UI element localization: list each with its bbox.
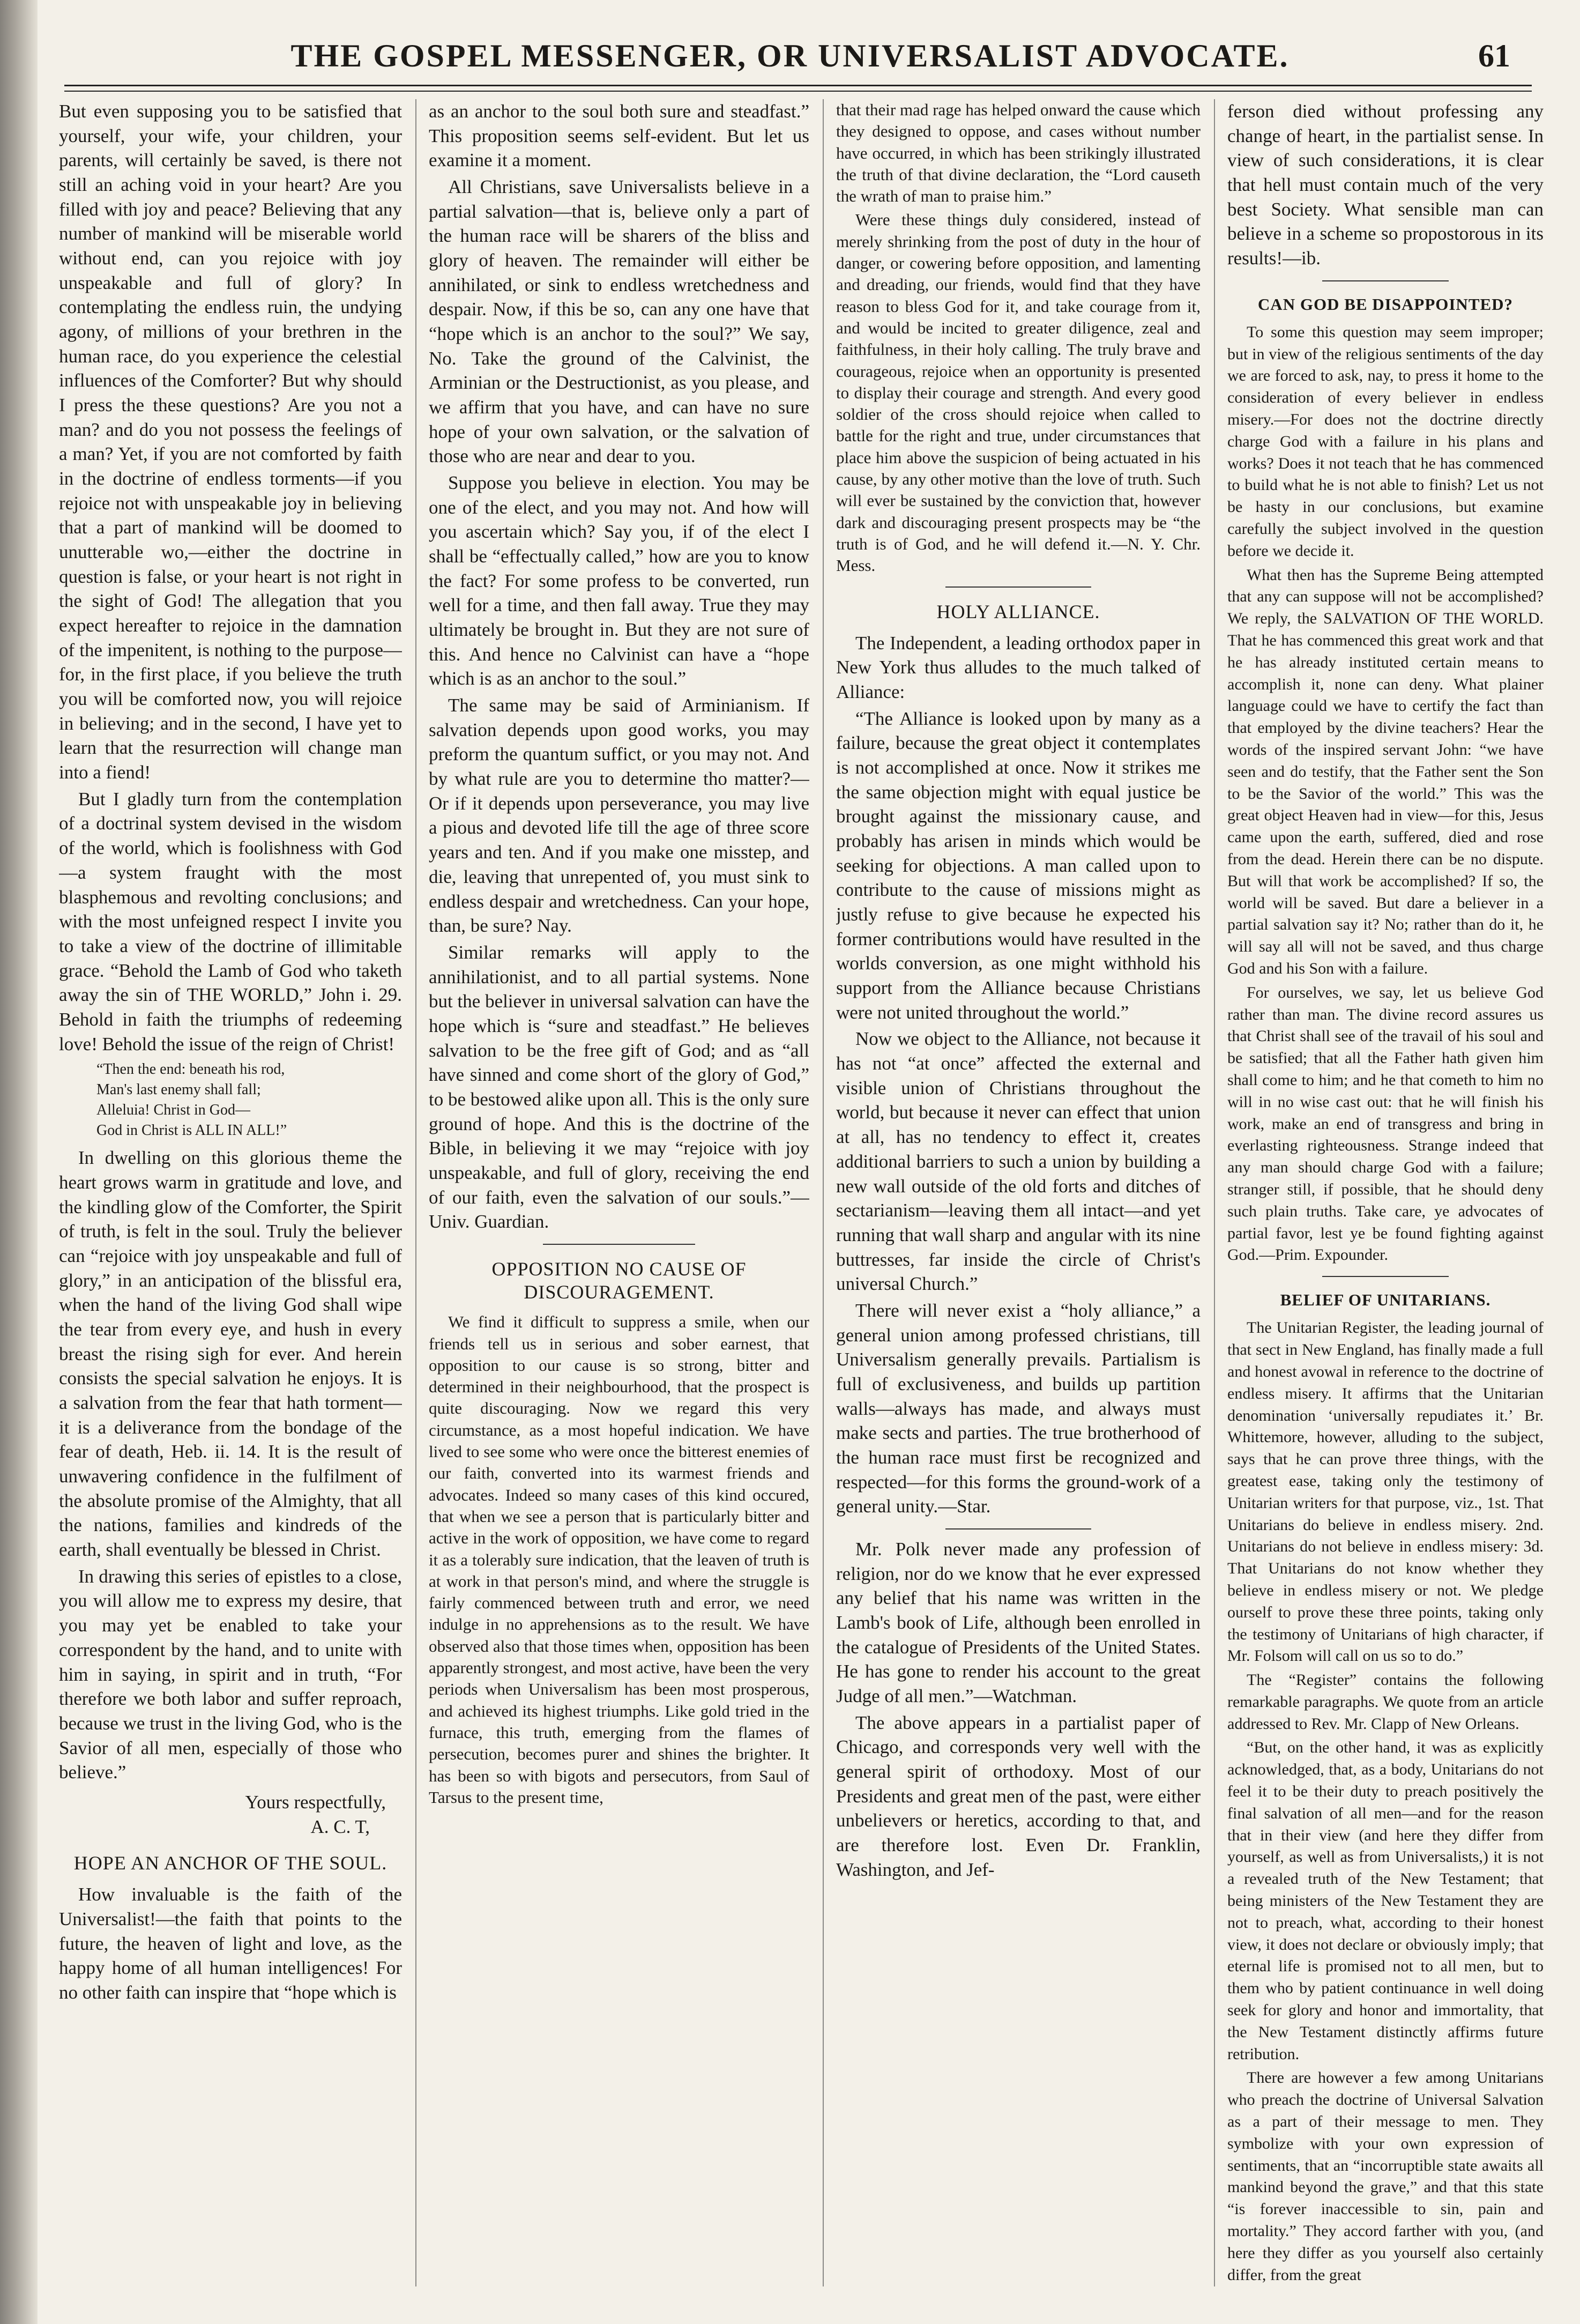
paragraph: In drawing this series of epistles to a close, you will allow me to express my desire, that you may yet be enabled to take your correspondent by the hand, and to unite with him in saying, in spirit and in truth, “For therefore we both labor and suffer reproach, because we trust in the living God, who is the Savior of all men, especially of those who believe.” bbox=[59, 1565, 402, 1783]
paragraph: Suppose you believe in election. You may be one of the elect, and you may not. And how will you ascertain which? Say you, if of the elect I shall be “effectually called,” how are you to know the fact? For some profess to be converted, run well for a time, and then fall away. True they may ultimately be brought in. But they are not sure of this. And hence no Calvinist can have a “hope which is as an anchor to the soul.” bbox=[429, 472, 809, 689]
poem-line: Man's last enemy shall fall; bbox=[96, 1081, 261, 1098]
paragraph: Mr. Polk never made any profession of religion, nor do we know that he ever expressed any belief that his name was written in the Lamb's book of Life, although been enrolled in the catalogue of Presidents of the United States. He has gone to render his account to the great Judge of all men.”—Watchman. bbox=[836, 1538, 1201, 1706]
poem-line: Alleluia! Christ in God— bbox=[96, 1101, 250, 1118]
paragraph: The above appears in a partialist paper of Chicago, and corresponds very well with the general spirit of orthodoxy. Most of our Presidents and great men of the past, were either unbelievers or heretics, according to that, and are therefore lost. Even Dr. Franklin, Washington, and Jef- bbox=[836, 1712, 1201, 1880]
paragraph: “The Alliance is looked upon by many as a failure, because the great object it contemplates is not accomplished at once. Now it strikes me the same objection might with equal justice be brought against the missionary cause, and probably has arisen in minds which would be seeking for objections. A man called upon to contribute to the cause of missions might as justly refuse to give because he expected his former contributions would have resulted in the worlds conversion, as one might withhold his support from the Alliance because Christians were not united throughout the world.” bbox=[836, 708, 1201, 1023]
section-rule bbox=[945, 1528, 1091, 1529]
paragraph: Similar remarks will apply to the annihilationist, and to all partial systems. None but the believer in universal salvation can have the hope which is “sure and steadfast.” He believes salvation to be the free gift of God; and as “all have sinned and come short of the glory of God,” to be bestowed alike upon all. This is the only sure ground of hope. And this is the doctrine of the Bible, in believing it we may “rejoice with joy unspeakable, and full of glory, receiving the end of our faith, even the salvation of our souls.”—Univ. Guardian. bbox=[429, 941, 809, 1232]
article-columns bbox=[59, 99, 1544, 2286]
poem-line: God in Christ is ALL IN ALL!” bbox=[96, 1122, 287, 1139]
paragraph: To some this question may seem improper; but in view of the religious sentiments of the day we are forced to ask, nay, to press it home to the consideration of every believer in endless misery.—For does not the doctrine directly charge God with a failure in his plans and works? Does it not teach that he has commenced to build what he is not able to finish? Let us not be hasty in our conclusions, but examine carefully the subject involved in the question before we decide it. bbox=[1227, 323, 1544, 560]
paragraph: that their mad rage has helped onward the cause which they designed to oppose, and cases without number have occurred, in which has been strikingly illustrated the truth of that divine declaration, the “Lord causeth the wrath of man to praise him.” bbox=[836, 100, 1201, 206]
paragraph: as an anchor to the soul both sure and steadfast.” This proposition seems self-evident. But let us examine it a moment. bbox=[429, 101, 809, 171]
running-title: THE GOSPEL MESSENGER, OR UNIVERSALIST ADVOCATE. bbox=[290, 38, 1290, 73]
paragraph: All Christians, save Universalists believe in a partial salvation—that is, believe only a part of the human race will be sharers of the bliss and glory of heaven. The remainder will either be annihilated, or sink to endless wretchedness and despair. Now, if this be so, can any one have that “hope which is an anchor to the soul?” We say, No. Take the ground of the Calvinist, the Arminian or the Destructionist, as you please, and we affirm that you have, and can have no sure hope of your own salvation, or the salvation of those who are near and dear to you. bbox=[429, 176, 809, 467]
header-rule bbox=[64, 85, 1532, 92]
paragraph: ferson died without professing any change of heart, in the partialist sense. In view of such considerations, it is clear that hell must contain much of the very best Society. What sensible man can believe in a scheme so propostorous in its results!—ib. bbox=[1227, 101, 1544, 269]
letter-signature: A. C. T, bbox=[310, 1816, 370, 1837]
section-rule bbox=[945, 586, 1091, 588]
paragraph: In dwelling on this glorious theme the heart grows warm in gratitude and love, and the kindling glow of the Comforter, the Spirit of truth, is felt in the soul. Truly the believer can “rejoice with joy unspeakable and full of glory,” in an anticipation of the blissful era, when the hand of the living God shall wipe the tear from every eye, and hush in every breast the rising sigh for ever. And herein consists the special salvation he enjoys. It is a salvation from the fear that hath torment—it is a deliverance from the bondage of the fear of death, Heb. ii. 14. It is the result of unwavering confidence in the fulfilment of the absolute promise of the Almighty, that all the nations, families and kindreds of the earth, shall eventually be blessed in Christ. bbox=[59, 1147, 402, 1561]
column-4 bbox=[1227, 99, 1544, 2286]
poem-quote bbox=[96, 1059, 402, 1140]
poem-line: “Then the end: beneath his rod, bbox=[96, 1061, 285, 1078]
paragraph: There are however a few among Unitarians who preach the doctrine of Universal Salvation as a part of their message to men. They symbolize with your own expression of sentiments, that an “incorruptible state awaits all mankind beyond the grave,” and that this state “is forever inaccessible to sin, pain and mortality.” They accord farther with you, (and here they differ as you yourself also certainly differ, from the great bbox=[1227, 2069, 1544, 2284]
paragraph: There will never exist a “holy alliance,” a general union among professed christians, till Universalism generally prevails. Partialism is full of exclusiveness, and builds up partition walls—always has made, and always must make sects and parties. The true brotherhood of the human race must first be recognized and respected—for this forms the ground-work of a general unity.—Star. bbox=[836, 1300, 1201, 1517]
paragraph: What then has the Supreme Being attempted that any can suppose will not be accomplished? We reply, the SALVATION OF THE WORLD. That he has commenced this great work and that he has already instituted certain means to accomplish it, none can deny. What plainer language could we have to certify the fact than that employed by the divine teachers? Hear the words of the inspired servant John: “we have seen and do testify, that the Father sent the Son to be the Savior of the world.” This was the great object Heaven had in view—for this, Jesus came upon the earth, suffered, died and rose from the dead. Herein there can be no dispute. But will that work be accomplished? If so, the world will be saved. But dare a believer in a partial salvation say it? No; rather than do it, he will say all will not be saved, and thus charge God and his Son with a failure. bbox=[1227, 566, 1544, 977]
letter-closing: Yours respectfully, bbox=[245, 1791, 386, 1813]
article-heading: CAN GOD BE DISAPPOINTED? bbox=[1257, 294, 1514, 314]
paragraph: But even supposing you to be satisfied that yourself, your wife, your children, your parents, will certainly be saved, is there not still an aching void in your heart? Are you filled with joy and peace? Believing that any number of mankind will be miserable world without end, can you rejoice with joy unspeakable and full of glory? In contemplating the endless ruin, the undying agony, of millions of your brethren in the human race, do you experience the celestial influences of the Comforter? But why should I press the these questions? Are you not a man? and do you not possess the feelings of a man? Yet, if you are not comforted by faith in the doctrine of endless torments—if you rejoice not with unspeakable joy in believing that a part of mankind will be doomed to unutterable wo,—either the doctrine in question is false, or your heart is not right in the sight of God! The allegation that you expect hereafter to rejoice in the damnation of the impenitent, is nothing to the purpose—for, in the first place, if you believe the truth you will be comforted now, you will rejoice in believing; and in the second, I have yet to learn that the resurrection will change man into a fiend! bbox=[59, 101, 402, 783]
article-heading: BELIEF OF UNITARIANS. bbox=[1280, 1290, 1491, 1310]
paragraph: “But, on the other hand, it was as explicitly acknowledged, that, as a body, Unitarians do not feel it to be their duty to preach positively the final salvation of all men—and for the reason that in their view (and here they differ from yourself, as well as from Universalists,) it is not a revealed truth of the New Testament; that being ministers of the New Testament they are not to preach, what, according to their honest view, it does not declare or obviously imply; that eternal life is promised not to all men, but to them who by patient continuance in well doing seek for glory and honor and immortality, that the New Testament distinctly affirms future retribution. bbox=[1227, 1739, 1544, 2063]
binding-shadow bbox=[0, 0, 38, 2324]
page-number: 61 bbox=[1478, 38, 1510, 73]
column-2 bbox=[429, 99, 809, 2286]
article-heading: HOPE AN ANCHOR OF THE SOUL. bbox=[73, 1852, 387, 1874]
paragraph: The same may be said of Arminianism. If salvation depends upon good works, you may preform the quantum suffict, or you may not. And by what rule are you to determine tho matter?—Or if it depends upon perseverance, you may live a pious and devoted life till the age of three score years and ten. And if you make one misstep, and die, leaving that unrepented of, you must sink to endless despair and wretchedness. Can your hope, than, be sure? Nay. bbox=[429, 695, 809, 937]
article-heading: HOLY ALLIANCE. bbox=[936, 600, 1100, 622]
paragraph: How invaluable is the faith of the Universalist!—the faith that points to the future, the heaven of light and love, as the happy home of all human intelligences! For no other faith can inspire that “hope which is bbox=[59, 1884, 402, 2003]
paragraph: We find it difficult to suppress a smile, when our friends tell us in serious and sober earnest, that opposition to our cause is so strong, bitter and determined in their neighbourhood, that the prospect is quite discouraging. Now we regard this very circumstance, as a most hopeful indication. We have lived to see some who were once the bitterest enemies of our faith, converted into its warmest friends and advocates. Indeed so many cases of this kind occured, that when we see a person that is particularly bitter and active in the work of opposition, we have come to regard it as a tolerably sure indication, that the leaven of truth is at work in that person's mind, and where the struggle is fairly commenced between truth and error, we need indulge in no apprehensions as to the result. We have observed also that those times when, opposition has been apparently strongest, and most active, have been the very periods when Universalism has been most prosperous, and achieved its highest triumphs. Like gold tried in the furnace, this truth, emerging from the flames of persecution, becomes purer and shines the brighter. It has been so with bigots and persecutors, from Saul of Tarsus to the present time, bbox=[429, 1312, 809, 1807]
section-rule bbox=[543, 1244, 695, 1245]
paragraph: Were these things duly considered, instead of merely shrinking from the post of duty in the hour of danger, or cowering before opposition, and lamenting and dreading, our friends, would find that they have reason to bless God for it, and take courage from it, and would be incited to greater diligence, zeal and faithfulness, in their holy calling. The truly brave and courageous, rejoice when an opportunity is presented to display their courage and strength. And every good soldier of the cross should rejoice when called to battle for the right and true, under circumstances that place him above the suspicion of being actuated in his cause, by any other motive than the love of truth. Such will ever be sustained by the conviction that, however dark and discouraging present prospects may be “the truth is of God, and he will defend it.—N. Y. Chr. Mess. bbox=[836, 210, 1201, 575]
section-rule bbox=[1322, 280, 1449, 281]
column-3 bbox=[836, 99, 1201, 2286]
paragraph: The “Register” contains the following remarkable paragraphs. We quote from an article addressed to Rev. Mr. Clapp of New Orleans. bbox=[1227, 1671, 1544, 1733]
page-header bbox=[64, 21, 1516, 80]
paragraph: For ourselves, we say, let us believe God rather than man. The divine record assures us that Christ shall see of the travail of his soul and be satisfied; that all the Father hath given him shall come to him; and he that cometh to him no will in no wise cast out: that he will finish his work, make an end of transgress and bring in everlasting righteousness. Strange indeed that any man should charge God with a failure; stranger still, if possible, that he should deny such plain truths. Take care, ye advocates of partial favor, lest ye be found fighting against God.—Prim. Expounder. bbox=[1227, 983, 1544, 1264]
article-heading: OPPOSITION NO CAUSE OF DISCOURAGEMENT. bbox=[491, 1258, 747, 1303]
paragraph: Now we object to the Alliance, not because it has not “at once” affected the external and visible union of Christians throughout the world, but because it never can effect that union at all, has no tendency to effect it, creates additional barriers to such a union by building a new wall outside of the old forts and ditches of sectarianism—leaving them all intact—and yet running that wall sharp and angular with its nine buttresses, far inside the circle of Christ's universal Church.” bbox=[836, 1028, 1201, 1295]
section-rule bbox=[1322, 1276, 1449, 1277]
paragraph: The Independent, a leading orthodox paper in New York thus alludes to the much talked of Alliance: bbox=[836, 632, 1201, 703]
paragraph: But I gladly turn from the contemplation of a doctrinal system devised in the wisdom of the world, which is foolishness with God—a system fraught with the most blasphemous and revolting conclusions; and with the most unfeigned respect I invite you to take a view of the doctrine of illimitable grace. “Behold the Lamb of God who taketh away the sin of THE WORLD,” John i. 29. Behold in faith the triumphs of redeeming love! Behold the issue of the reign of Christ! bbox=[59, 788, 402, 1055]
column-1 bbox=[59, 99, 402, 2286]
paragraph: The Unitarian Register, the leading journal of that sect in New England, has finally made a full and honest avowal in reference to the doctrine of endless misery. It affirms that the Unitarian denomination ‘universally repudiates it.’ Br. Whittemore, however, alluding to the subject, says that he can prove three things, with the greatest ease, taking only the testimony of Unitarian writers for that purpose, viz., 1st. That Unitarians do believe in endless misery. 2nd. Unitarians do not believe in endless misery: 3d. That Unitarians do not know whether they believe in endless misery or not. We pledge ourself to prove these three points, taking only the testimony of Unitarians of high character, if Mr. Folsom will call on us so to do.” bbox=[1227, 1319, 1544, 1665]
